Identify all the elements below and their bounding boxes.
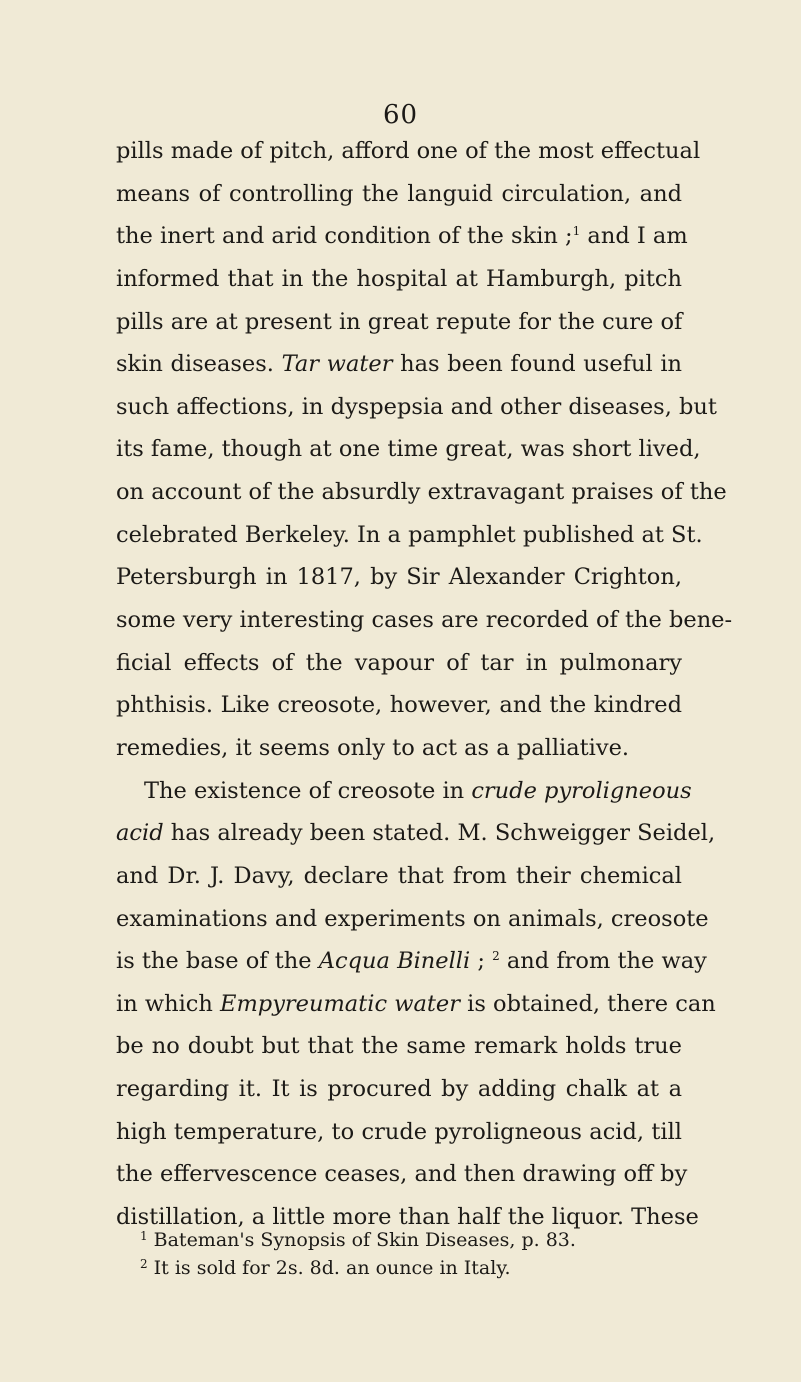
page-number: 60 [382, 100, 419, 130]
text-line: pills made of pitch, afford one of the most effectual [116, 138, 701, 164]
text-line: examinations and experiments on animals, creosote [116, 905, 709, 932]
footnote-marker: 2 [140, 1257, 148, 1271]
footnote [140, 1226, 700, 1254]
text-line [116, 770, 692, 813]
text-line: its fame, though at one time great, was short lived, [116, 436, 701, 463]
footnote-text: It is sold for 2s. 8d. an ounce in Italy. [153, 1257, 511, 1279]
text-line: the effervescence ceases, and then drawing off by [116, 1161, 688, 1188]
text-run: and I am [580, 223, 688, 250]
text-line: distillation, a little more than half the liquor. These [116, 1204, 699, 1231]
text-line: means of controlling the languid circulation, and [116, 180, 682, 207]
text-line: Petersburgh in 1817, by Sir Alexander Crighton, [116, 564, 682, 591]
text-line: and Dr. J. Davy, declare that from their chemical [116, 862, 682, 889]
footnote-ref-1: 1 [572, 224, 581, 239]
text-line: such affections, in dyspepsia and other diseases, but [116, 393, 717, 420]
text-line [116, 940, 707, 983]
italic-term: Tar water [281, 351, 393, 378]
text-line: be no doubt but that the same remark holds true [116, 1033, 682, 1060]
text-run: has been found useful in [392, 351, 683, 378]
text-run: ; [470, 948, 493, 975]
text-run: the inert and arid condition of the skin ; [116, 223, 573, 250]
italic-term: Acqua Binelli [318, 948, 471, 975]
italic-term: acid [116, 820, 164, 847]
footnote-ref-2: 2 [492, 949, 500, 964]
text-line: high temperature, to crude pyroligneous acid, till [116, 1118, 682, 1145]
text-line: ficial effects of the vapour of tar in pulmonary [116, 649, 682, 676]
text-line [116, 215, 688, 258]
body-text [116, 130, 733, 1239]
text-line: remedies, it seems only to act as a palliative. [116, 734, 630, 761]
footnote-marker: 1 [140, 1229, 148, 1243]
footnote-text: Bateman's Synopsis of Skin Diseases, p. 83. [153, 1229, 576, 1251]
text-line [116, 812, 716, 855]
text-line: phthisis. Like creosote, however, and the kindred [116, 692, 682, 719]
footnote [140, 1254, 700, 1282]
text-run: The existence of creosote in [144, 777, 472, 804]
text-run: skin diseases. [116, 351, 282, 378]
text-line: regarding it. It is procured by adding chalk at a [116, 1076, 682, 1103]
text-line: on account of the absurdly extravagant praises of the [116, 479, 727, 506]
text-line: informed that in the hospital at Hamburgh, pitch [116, 265, 682, 292]
text-line: some very interesting cases are recorded of the bene- [116, 607, 733, 634]
text-line [116, 983, 716, 1026]
text-line: celebrated Berkeley. In a pamphlet published at St. [116, 521, 703, 548]
text-run: and from the way [499, 948, 707, 975]
text-run: has already been stated. M. Schweigger Seidel, [163, 820, 716, 847]
text-run: is obtained, there can [460, 990, 716, 1017]
text-line: pills are at present in great repute for the cure of [116, 308, 683, 335]
text-line [116, 343, 682, 386]
text-run: is the base of the [116, 948, 319, 975]
footnotes [140, 1226, 700, 1282]
text-run: in which [116, 990, 221, 1017]
italic-term: Empyreumatic water [220, 990, 460, 1017]
italic-term: crude pyroligneous [471, 777, 692, 804]
